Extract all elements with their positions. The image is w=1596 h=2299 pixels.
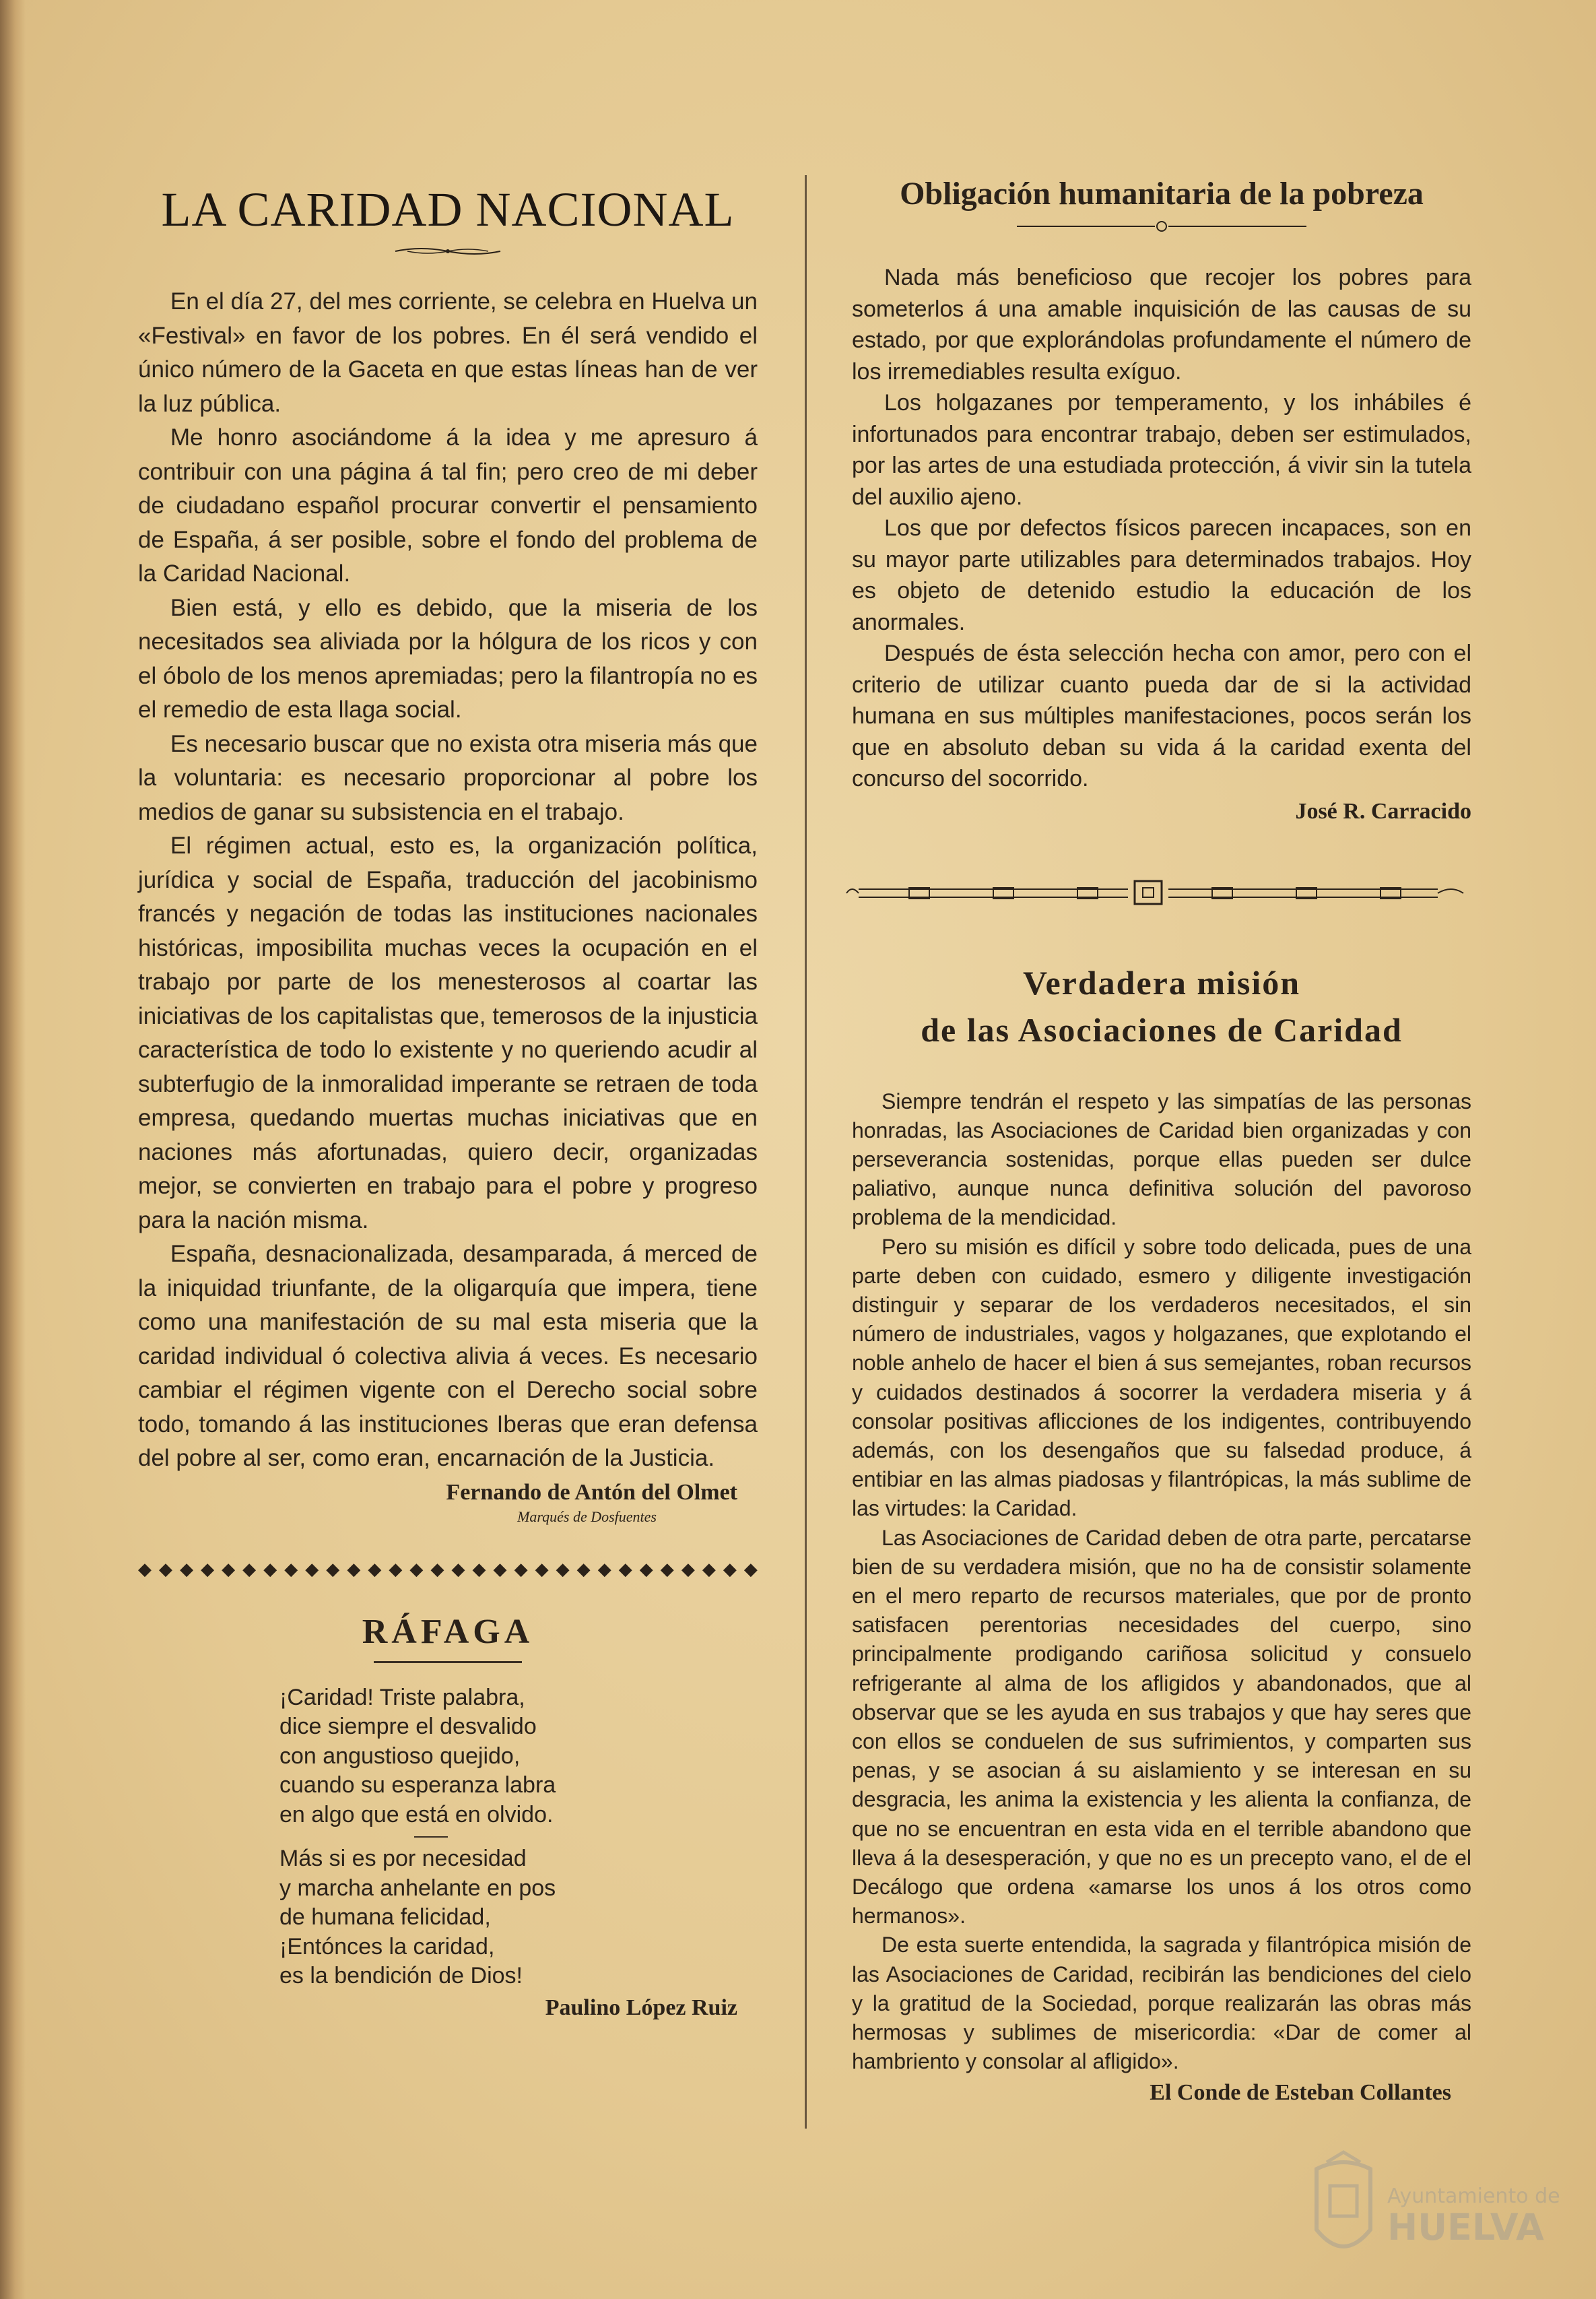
poem-line: en algo que está en olvido.: [279, 1801, 554, 1827]
paragraph: Siempre tendrán el respeto y las simpatías de las personas honradas, las Asociaciones de Caridad bien organizadas y con perseverancia sostenidas, porque ellas pueden ser dulce paliativo, aunque nunca definitiva solución del pavoroso problema de la mendicidad.: [852, 1089, 1471, 1230]
paragraph: Pero su misión es difícil y sobre todo delicada, pues de una parte deben con cuidado, esmero y diligente investigación distinguir y separar de los verdaderos necesitados, el sin número de industriales, vagos y holgazanes, que explotando el noble anhelo de hacer el bien á sus semejantes, roban recursos y cuidados destinados á socorrer la verdadera miseria y á consolar positivas aflicciones de los indigentes, contribuyendo además, con los desengaños que su falsedad produce, á entibiar en las almas piadosas y filantrópicas, la más sublime de las virtudes: la Caridad.: [852, 1234, 1471, 1521]
paragraph: Es necesario buscar que no exista otra miseria más que la voluntaria: es necesario proporcionar al pobre los medios de ganar su subsistencia en el trabajo.: [138, 730, 758, 825]
poem-line: con angustioso quejido,: [279, 1743, 521, 1769]
poem-line: Más si es por necesidad: [279, 1846, 527, 1871]
paragraph: España, desnacionalizada, desamparada, á merced de la iniquidad triunfante, de la oligarquía que impera, tiene como una manifestación de su mal esta miseria que la caridad individual ó colectiva alivia á veces. Es necesario cambiar el régimen vigente con el Derecho social sobre todo, tomando á las instituciones Iberas que eran defensa del pobre al ser, como eran, encarnación de la Justicia.: [138, 1241, 758, 1471]
paragraph: Nada más beneficioso que recojer los pobres para someterlos á una amable inquisición de las causas de su estado, por que explorándolas profundamente el número de los irremediables resulta exíguo.: [852, 265, 1471, 385]
article-title-verdadera-mision: [852, 959, 1471, 1054]
stanza-separator: [414, 1836, 448, 1838]
dotted-ornament-row: ◆ ◆ ◆ ◆ ◆ ◆ ◆ ◆ ◆ ◆ ◆ ◆ ◆ ◆ ◆ ◆ ◆ ◆ ◆ ◆ ◆ ◆ ◆ ◆ ◆ ◆ ◆ ◆ ◆ ◆: [138, 1559, 758, 1580]
paragraph: Después de ésta selección hecha con amor, pero con el criterio de utilizar cuanto pueda dar de si la actividad humana en sus múltiples manifestaciones, pocos serán los que en absoluto deban su vida á la caridad exenta del concurso del socorrido.: [852, 641, 1471, 791]
column-divider: [805, 175, 807, 2129]
author-signature: Fernando de Antón del Olmet: [446, 1479, 737, 1505]
watermark-line1: Ayuntamiento de: [1387, 2184, 1560, 2208]
article-title-obligacion: Obligación humanitaria de la pobreza: [900, 176, 1424, 212]
poem-line: es la bendición de Dios!: [279, 1963, 523, 1988]
poem-line: y marcha anhelante en pos: [279, 1875, 556, 1901]
paragraph: Bien está, y ello es debido, que la miseria de los necesitados sea aliviada por la hólgura de los ricos y con el óbolo de los menos apremiadas; pero la filantropía no es el remedio de esta llaga social.: [138, 594, 758, 723]
decorative-border-ornament: [845, 878, 1465, 905]
poem-signature: Paulino López Ruiz: [545, 1995, 737, 2020]
archive-watermark: [1303, 2149, 1560, 2270]
poem-line: cuando su esperanza labra: [279, 1772, 556, 1798]
right-column: [852, 0, 1471, 2106]
page-edge: [0, 0, 26, 2299]
paragraph: Las Asociaciones de Caridad deben de otra parte, percatarse bien de su verdadera misión, que no ha de consistir solamente en el mero reparto de recursos materiales, que por de pronto satisfacen perentorias necesidades del cuerpo, sino principalmente prodigando cariñosa solicitud y consuelo refrigerante al alma de los afligidos y abandonados, que al observar que se les ayuda en sus trabajos y que hay seres que con ellos se conduelen de sus sufrimientos, y comparten sus penas, y se asocian á su aislamiento y se interesan en su desgracia, les anima la existencia y les alienta la confianza, de que no se encuentran en esta vida en el terrible abandono que lleva á la desesperación, y que no es un precepto vano, el de el Decálogo que ordena «amarse los unos á los otros como hermanos».: [852, 1525, 1471, 1929]
left-column: [138, 0, 758, 2021]
crest-icon: [1317, 2152, 1370, 2246]
paragraph: Me honro asociándome á la idea y me apresuro á contribuir con una página á tal fin; pero creo de mi deber de ciudadano español procurar convertir el pensamiento de España, á ser posible, sobre el fondo del problema de la Caridad Nacional.: [138, 424, 758, 587]
paragraph: Los que por defectos físicos parecen incapaces, son en su mayor parte utilizables para determinados trabajos. Hoy es objeto de detenido estudio la educación de los anormales.: [852, 515, 1471, 635]
watermark-line2: HUELVA: [1387, 2206, 1544, 2248]
title-line: de las Asociaciones de Caridad: [921, 1010, 1403, 1049]
title-line: Verdadera misión: [1022, 963, 1301, 1002]
poem-line: ¡Caridad! Triste palabra,: [279, 1684, 525, 1710]
article-body-verdadera-mision: [852, 1087, 1471, 2077]
poem-line: de humana felicidad,: [279, 1904, 491, 1930]
paragraph: Los holgazanes por temperamento, y los inhábiles é infortunados para encontrar trabajo, deben ser estimulados, por las artes de una estudiada protección, á vivir sin la tutela del auxilio ajeno.: [852, 390, 1471, 510]
author-title: Marqués de Dosfuentes: [517, 1508, 657, 1525]
author-signature: El Conde de Esteban Collantes: [1150, 2080, 1451, 2106]
flourish-ornament: [394, 245, 502, 258]
paragraph: En el día 27, del mes corriente, se celebra en Huelva un «Festival» en favor de los pobres. En él será vendido el único número de la Gaceta en que estas líneas han de ver la luz pública.: [138, 288, 758, 417]
poem: [279, 1683, 758, 1991]
poem-title: RÁFAGA: [362, 1612, 534, 1651]
article-body-caridad-nacional: [138, 285, 758, 1476]
paragraph: El régimen actual, esto es, la organización política, jurídica y social de España, traducción del jacobinismo francés y negación de todas las instituciones nacionales históricas, imposibilita muchas veces la ocupación en el trabajo por parte de los menesterosos al coartar las iniciativas de los capitalistas que, temerosos de la injusticia característica de todo lo existente y no queriendo acudir al subterfugio de la inmoralidad imperante se retraen de toda empresa, quedando muertas muchas iniciativas que en naciones más afortunadas, quiero decir, organizadas mejor, se convierten en trabajo para el pobre y progreso para la nación misma.: [138, 833, 758, 1233]
article-title-caridad-nacional: LA CARIDAD NACIONAL: [161, 183, 735, 236]
article-body-obligacion: [852, 262, 1471, 795]
paragraph: De esta suerte entendida, la sagrada y filantrópica misión de las Asociaciones de Caridad, recibirán las bendiciones del cielo y la gratitud de la Sociedad, porque realizarán las obras más hermosas y sublimes de misericordia: «Dar de comer al hambriento y consolar al afligido».: [852, 1933, 1471, 2074]
circle-line-ornament: [1017, 219, 1306, 234]
title-underline: [374, 1661, 522, 1663]
poem-line: ¡Entónces la caridad,: [279, 1933, 495, 1960]
author-signature: José R. Carracido: [1295, 798, 1471, 824]
poem-line: dice siempre el desvalido: [279, 1714, 537, 1739]
